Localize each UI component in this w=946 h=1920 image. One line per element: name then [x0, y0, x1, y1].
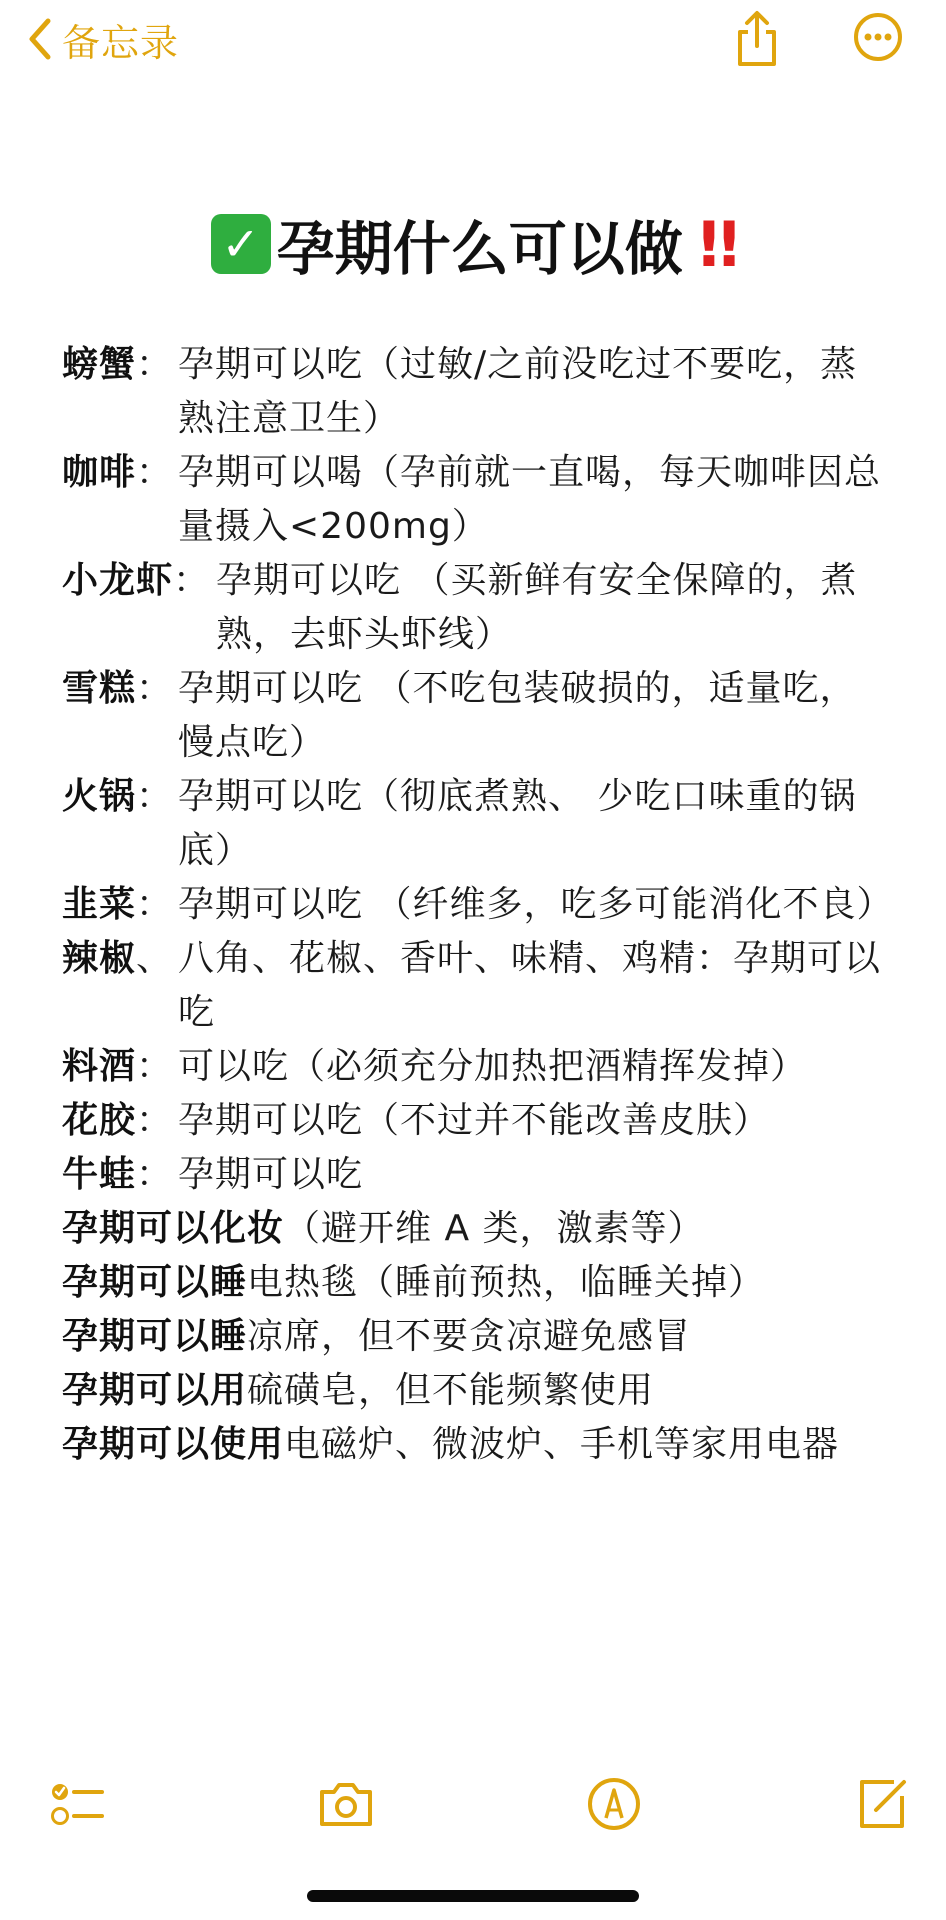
ellipsis-circle-icon: [853, 12, 903, 62]
entry-desc: 八角、花椒、香叶、味精、鸡精：孕期可以吃: [178, 938, 882, 1033]
checklist-icon: [48, 1774, 108, 1834]
entry-separator: ：: [136, 1046, 174, 1087]
entry-separator: ：: [136, 452, 174, 493]
chevron-left-icon: [26, 17, 54, 61]
entry-term: 料酒: [62, 1046, 137, 1087]
entry-desc: 孕期可以吃（彻底煮熟、 少吃口味重的锅底）: [178, 776, 857, 871]
entry-term: 螃蟹: [62, 344, 137, 385]
double-exclamation-icon: !!: [694, 207, 736, 281]
entry-separator: ：: [136, 1100, 174, 1141]
entry-term: 火锅: [62, 776, 137, 817]
list-item: [62, 338, 892, 446]
list-item: [62, 1364, 892, 1418]
entry-rest: 电热毯（睡前预热，临睡关掉）: [247, 1262, 766, 1303]
back-label: 备忘录: [62, 20, 180, 65]
note-title: [0, 202, 946, 286]
bottom-toolbar: [0, 1760, 946, 1850]
list-item: [62, 1148, 892, 1202]
entry-term: 小龙虾: [62, 560, 174, 601]
entry-desc: 可以吃（必须充分加热把酒精挥发掉）: [178, 1046, 808, 1087]
list-item: [62, 1040, 892, 1094]
list-item: [62, 662, 892, 770]
entry-separator: ：: [136, 776, 174, 817]
entry-separator: ：: [173, 560, 211, 601]
entry-separator: ：: [136, 668, 174, 709]
list-item: [62, 1094, 892, 1148]
list-item: [62, 1418, 892, 1472]
entry-desc: 孕期可以喝（孕前就一直喝，每天咖啡因总量摄入<200mg）: [178, 452, 882, 547]
list-item: [62, 770, 892, 878]
list-item: [62, 554, 892, 662]
entry-desc: 孕期可以吃 （纤维多，吃多可能消化不良）: [178, 884, 894, 925]
markup-button[interactable]: [584, 1774, 644, 1834]
compose-button[interactable]: [852, 1774, 912, 1834]
entry-term: 咖啡: [62, 452, 137, 493]
entry-term: 孕期可以使用: [62, 1424, 285, 1465]
entry-separator: ：: [136, 884, 174, 925]
entry-desc: 孕期可以吃（不过并不能改善皮肤）: [178, 1100, 771, 1141]
list-item: [62, 1310, 892, 1364]
entry-separator: 、: [136, 938, 174, 979]
list-item: [62, 1256, 892, 1310]
share-icon: [732, 8, 782, 68]
entry-separator: ：: [136, 1154, 174, 1195]
note-title-text: 孕期什么可以做: [276, 215, 683, 283]
entry-separator: ：: [136, 344, 174, 385]
entry-term: 雪糕: [62, 668, 137, 709]
list-item: [62, 446, 892, 554]
entry-term: 孕期可以睡: [62, 1316, 248, 1357]
entry-desc: 孕期可以吃: [178, 1154, 364, 1195]
entry-term: 孕期可以化妆: [62, 1208, 285, 1249]
checklist-button[interactable]: [48, 1774, 108, 1834]
entry-desc: 孕期可以吃 （不吃包装破损的，适量吃，慢点吃）: [178, 668, 857, 763]
entry-rest: 电磁炉、微波炉、手机等家用电器: [284, 1424, 840, 1465]
list-item: [62, 1202, 892, 1256]
share-button[interactable]: [732, 8, 782, 68]
entry-rest: 凉席，但不要贪凉避免感冒: [247, 1316, 692, 1357]
list-item: [62, 932, 892, 1040]
entry-term: 孕期可以睡: [62, 1262, 248, 1303]
top-nav: [0, 0, 946, 110]
note-body: [62, 338, 892, 1472]
entry-desc: 孕期可以吃（过敏/之前没吃过不要吃，蒸熟注意卫生）: [178, 344, 858, 439]
more-button[interactable]: [853, 12, 903, 62]
entry-term: 花胶: [62, 1100, 137, 1141]
entry-term: 韭菜: [62, 884, 137, 925]
compose-icon: [852, 1774, 912, 1834]
camera-button[interactable]: [316, 1774, 376, 1834]
entry-term: 牛蛙: [62, 1154, 137, 1195]
entry-desc: 孕期可以吃 （买新鲜有安全保障的，煮熟，去虾头虾线）: [216, 560, 858, 655]
markup-icon: [584, 1774, 644, 1834]
entry-term: 孕期可以用: [62, 1370, 248, 1411]
camera-icon: [316, 1774, 376, 1834]
check-mark-icon: ✓: [211, 214, 271, 274]
back-button[interactable]: [26, 14, 179, 64]
entry-term: 辣椒: [62, 938, 137, 979]
entry-rest: （避开维 A 类，激素等）: [284, 1208, 705, 1249]
entry-rest: 硫磺皂，但不能频繁使用: [247, 1370, 655, 1411]
home-indicator[interactable]: [307, 1890, 639, 1902]
list-item: [62, 878, 892, 932]
